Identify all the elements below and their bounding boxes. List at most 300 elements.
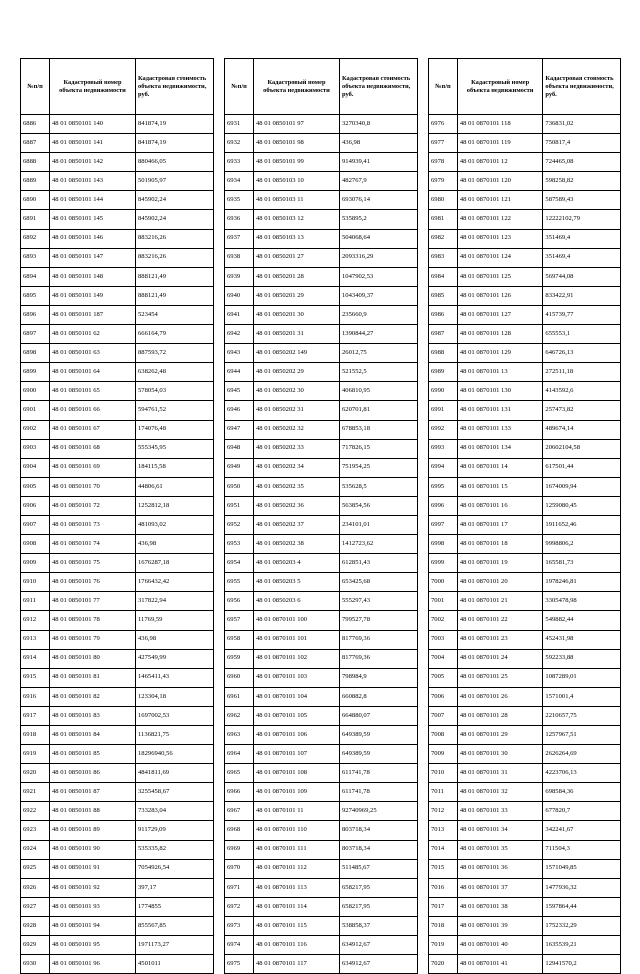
table-row <box>225 382 418 401</box>
table-row <box>21 535 214 554</box>
row-number: 6983 <box>429 248 458 267</box>
row-number: 6938 <box>225 248 254 267</box>
cadastral-value: 798984,9 <box>340 668 418 687</box>
table-row <box>225 496 418 515</box>
row-number: 6909 <box>21 554 50 573</box>
table-row <box>21 305 214 324</box>
cadastral-number: 48 01 0850101 142 <box>50 153 136 172</box>
cadastral-value: 677820,7 <box>543 802 621 821</box>
cadastral-number: 48 01 0850202 37 <box>254 515 340 534</box>
table-row <box>21 229 214 248</box>
cadastral-value: 4841811,69 <box>136 764 214 783</box>
table-row <box>21 286 214 305</box>
row-number: 7008 <box>429 726 458 745</box>
cadastral-number: 48 01 0870101 113 <box>254 878 340 897</box>
table-row <box>225 210 418 229</box>
table-row <box>429 955 621 974</box>
table-row <box>429 172 621 191</box>
table-row <box>225 420 418 439</box>
cadastral-number: 48 01 0870101 115 <box>254 916 340 935</box>
cadastral-value: 1676287,18 <box>136 554 214 573</box>
cadastral-number: 48 01 0870101 126 <box>457 286 543 305</box>
row-number: 6975 <box>225 955 254 974</box>
cadastral-number: 48 01 0870101 36 <box>457 859 543 878</box>
row-number: 6999 <box>429 554 458 573</box>
cadastral-value: 1971173,27 <box>136 936 214 955</box>
row-number: 6939 <box>225 267 254 286</box>
cadastral-value: 803718,34 <box>340 821 418 840</box>
table-row <box>21 267 214 286</box>
row-number: 6992 <box>429 420 458 439</box>
cadastral-value: 620701,81 <box>340 401 418 420</box>
row-number: 6986 <box>429 305 458 324</box>
table-row <box>225 936 418 955</box>
cadastral-value: 653425,68 <box>340 573 418 592</box>
cadastral-value: 2210657,75 <box>543 706 621 725</box>
table-row <box>429 439 621 458</box>
row-number: 6934 <box>225 172 254 191</box>
cadastral-number: 48 01 0850101 82 <box>50 687 136 706</box>
row-number: 6972 <box>225 897 254 916</box>
cadastral-value: 612851,43 <box>340 554 418 573</box>
cadastral-value: 1774855 <box>136 897 214 916</box>
cadastral-value: 7054926,54 <box>136 859 214 878</box>
cadastral-number: 48 01 0850101 78 <box>50 611 136 630</box>
row-number: 6893 <box>21 248 50 267</box>
row-number: 6924 <box>21 840 50 859</box>
cadastral-number: 48 01 0870101 128 <box>457 325 543 344</box>
table-row <box>21 134 214 153</box>
row-number: 6947 <box>225 420 254 439</box>
table-header-row <box>21 59 214 115</box>
row-number: 6978 <box>429 153 458 172</box>
row-number: 7011 <box>429 783 458 802</box>
cadastral-value: 26012,75 <box>340 344 418 363</box>
cadastral-number: 48 01 0870101 116 <box>254 936 340 955</box>
table-row <box>21 458 214 477</box>
cadastral-number: 48 01 0850101 93 <box>50 897 136 916</box>
row-number: 6889 <box>21 172 50 191</box>
cadastral-number: 48 01 0870101 117 <box>254 955 340 974</box>
cadastral-value: 617501,44 <box>543 458 621 477</box>
cadastral-number: 48 01 0870101 124 <box>457 248 543 267</box>
table-row <box>21 897 214 916</box>
cadastral-value: 1252812,18 <box>136 496 214 515</box>
row-number: 6897 <box>21 325 50 344</box>
cadastral-value: 12941570,2 <box>543 955 621 974</box>
table-row <box>429 515 621 534</box>
table-row <box>225 134 418 153</box>
row-number: 6995 <box>429 477 458 496</box>
cadastral-number: 48 01 0850101 187 <box>50 305 136 324</box>
cadastral-value: 841874,19 <box>136 115 214 134</box>
cadastral-number: 48 01 0850101 91 <box>50 859 136 878</box>
cadastral-number: 48 01 0850101 94 <box>50 916 136 935</box>
row-number: 6918 <box>21 726 50 745</box>
table-row <box>225 535 418 554</box>
table-row <box>21 191 214 210</box>
cadastral-number: 48 01 0850101 63 <box>50 344 136 363</box>
cadastral-number: 48 01 0870101 38 <box>457 897 543 916</box>
table-row <box>225 611 418 630</box>
cadastral-number: 48 01 0870101 26 <box>457 687 543 706</box>
cadastral-value: 18296940,56 <box>136 745 214 764</box>
cadastral-value: 92740969,25 <box>340 802 418 821</box>
table-row <box>21 248 214 267</box>
table-row <box>429 477 621 496</box>
cadastral-number: 48 01 0850101 67 <box>50 420 136 439</box>
cadastral-number: 48 01 0870101 111 <box>254 840 340 859</box>
table-row <box>429 286 621 305</box>
cadastral-number: 48 01 0870101 130 <box>457 382 543 401</box>
cadastral-value: 427549,99 <box>136 649 214 668</box>
table-header-row <box>429 59 621 115</box>
table-row <box>21 859 214 878</box>
cadastral-value: 845902,24 <box>136 210 214 229</box>
cadastral-value: 1412723,62 <box>340 535 418 554</box>
cadastral-number: 48 01 0850203 5 <box>254 573 340 592</box>
cadastral-value: 436,98 <box>136 630 214 649</box>
row-number: 7019 <box>429 936 458 955</box>
cadastral-number: 48 01 0850101 79 <box>50 630 136 649</box>
cadastral-value: 235660,9 <box>340 305 418 324</box>
table-row <box>429 840 621 859</box>
row-number: 6888 <box>21 153 50 172</box>
cadastral-number: 48 01 0870101 13 <box>457 363 543 382</box>
cadastral-number: 48 01 0850101 149 <box>50 286 136 305</box>
table-row <box>21 401 214 420</box>
table-row <box>225 477 418 496</box>
header-cadastral-value: Кадастровая стоимость объекта недвижимости, руб. <box>136 59 214 115</box>
row-number: 6982 <box>429 229 458 248</box>
cadastral-number: 48 01 0850201 31 <box>254 325 340 344</box>
row-number: 6922 <box>21 802 50 821</box>
table-row <box>225 286 418 305</box>
row-number: 7001 <box>429 592 458 611</box>
cadastral-number: 48 01 0870101 35 <box>457 840 543 859</box>
row-number: 6917 <box>21 706 50 725</box>
cadastral-value: 751954,25 <box>340 458 418 477</box>
row-number: 6966 <box>225 783 254 802</box>
cadastral-number: 48 01 0870101 106 <box>254 726 340 745</box>
cadastral-value: 1635539,21 <box>543 936 621 955</box>
cadastral-value: 666164,79 <box>136 325 214 344</box>
cadastral-value: 1766432,42 <box>136 573 214 592</box>
header-num: №п/п <box>429 59 458 115</box>
table-row <box>225 439 418 458</box>
row-number: 6950 <box>225 477 254 496</box>
header-num: №п/п <box>225 59 254 115</box>
row-number: 6945 <box>225 382 254 401</box>
table-row <box>21 802 214 821</box>
row-number: 6904 <box>21 458 50 477</box>
cadastral-value: 436,98 <box>340 134 418 153</box>
cadastral-value: 538858,37 <box>340 916 418 935</box>
table-row <box>225 172 418 191</box>
cadastral-value: 678853,18 <box>340 420 418 439</box>
cadastral-value: 1390844,27 <box>340 325 418 344</box>
cadastral-value: 12222102,79 <box>543 210 621 229</box>
cadastral-number: 48 01 0850202 34 <box>254 458 340 477</box>
cadastral-number: 48 01 0850101 146 <box>50 229 136 248</box>
row-number: 6900 <box>21 382 50 401</box>
cadastral-number: 48 01 0870101 112 <box>254 859 340 878</box>
table-row <box>21 649 214 668</box>
cadastral-number: 48 01 0850101 89 <box>50 821 136 840</box>
cadastral-value: 658217,95 <box>340 878 418 897</box>
row-number: 6902 <box>21 420 50 439</box>
header-cadastral-number: Кадастровый номер объекта недвижимости <box>457 59 543 115</box>
row-number: 6980 <box>429 191 458 210</box>
cadastral-value: 535628,5 <box>340 477 418 496</box>
cadastral-value: 883216,26 <box>136 229 214 248</box>
table-row <box>429 248 621 267</box>
cadastral-value: 535895,2 <box>340 210 418 229</box>
cadastral-value: 646726,13 <box>543 344 621 363</box>
cadastral-value: 1465411,43 <box>136 668 214 687</box>
row-number: 6913 <box>21 630 50 649</box>
row-number: 6916 <box>21 687 50 706</box>
cadastral-number: 48 01 0870101 33 <box>457 802 543 821</box>
table-row <box>225 649 418 668</box>
cadastral-value: 658217,95 <box>340 897 418 916</box>
cadastral-value: 698584,36 <box>543 783 621 802</box>
table-row <box>21 726 214 745</box>
cadastral-value: 555297,43 <box>340 592 418 611</box>
cadastral-value: 1571049,85 <box>543 859 621 878</box>
table-row <box>225 916 418 935</box>
cadastral-number: 48 01 0850202 36 <box>254 496 340 515</box>
cadastral-number: 48 01 0850202 29 <box>254 363 340 382</box>
table-row <box>21 668 214 687</box>
row-number: 6948 <box>225 439 254 458</box>
cadastral-number: 48 01 0850202 149 <box>254 344 340 363</box>
cadastral-value: 436,98 <box>136 535 214 554</box>
cadastral-value: 817769,36 <box>340 630 418 649</box>
table-row <box>21 172 214 191</box>
table-row <box>429 878 621 897</box>
row-number: 6968 <box>225 821 254 840</box>
table-row <box>21 210 214 229</box>
cadastral-number: 48 01 0870101 110 <box>254 821 340 840</box>
row-number: 7004 <box>429 649 458 668</box>
row-number: 7012 <box>429 802 458 821</box>
table-row <box>429 210 621 229</box>
cadastral-value: 733283,04 <box>136 802 214 821</box>
cadastral-number: 48 01 0850101 84 <box>50 726 136 745</box>
cadastral-number: 48 01 0850101 99 <box>254 153 340 172</box>
cadastral-value: 1136821,75 <box>136 726 214 745</box>
cadastral-value: 736831,02 <box>543 115 621 134</box>
table-row <box>21 706 214 725</box>
cadastral-value: 592233,88 <box>543 649 621 668</box>
row-number: 6969 <box>225 840 254 859</box>
cadastral-number: 48 01 0850203 4 <box>254 554 340 573</box>
cadastral-value: 1752332,29 <box>543 916 621 935</box>
row-number: 6894 <box>21 267 50 286</box>
cadastral-number: 48 01 0870101 133 <box>457 420 543 439</box>
cadastral-value: 1597864,44 <box>543 897 621 916</box>
cadastral-number: 48 01 0850101 65 <box>50 382 136 401</box>
cadastral-number: 48 01 0870101 109 <box>254 783 340 802</box>
cadastral-value: 888121,49 <box>136 267 214 286</box>
table-row <box>429 916 621 935</box>
table-row <box>429 267 621 286</box>
cadastral-number: 48 01 0850202 31 <box>254 401 340 420</box>
table-row <box>429 325 621 344</box>
cadastral-value: 257473,82 <box>543 401 621 420</box>
cadastral-value: 803718,34 <box>340 840 418 859</box>
table-body <box>21 115 214 974</box>
cadastral-number: 48 01 0870101 31 <box>457 764 543 783</box>
cadastral-value: 165581,73 <box>543 554 621 573</box>
table-row <box>429 745 621 764</box>
table-row <box>429 592 621 611</box>
cadastral-value: 2093316,29 <box>340 248 418 267</box>
header-cadastral-number: Кадастровый номер объекта недвижимости <box>50 59 136 115</box>
cadastral-value: 20602104,58 <box>543 439 621 458</box>
table-row <box>225 840 418 859</box>
table-row <box>225 726 418 745</box>
table-row <box>225 745 418 764</box>
table-row <box>429 344 621 363</box>
row-number: 6957 <box>225 611 254 630</box>
cadastral-value: 888121,49 <box>136 286 214 305</box>
cadastral-number: 48 01 0850101 92 <box>50 878 136 897</box>
table-row <box>21 630 214 649</box>
cadastral-value: 799527,78 <box>340 611 418 630</box>
cadastral-number: 48 01 0850101 144 <box>50 191 136 210</box>
cadastral-value: 693076,14 <box>340 191 418 210</box>
cadastral-value: 1047902,53 <box>340 267 418 286</box>
table-row <box>225 687 418 706</box>
table-row <box>225 153 418 172</box>
cadastral-number: 48 01 0850101 88 <box>50 802 136 821</box>
table-row <box>429 897 621 916</box>
row-number: 6937 <box>225 229 254 248</box>
cadastral-value: 845902,24 <box>136 191 214 210</box>
row-number: 6956 <box>225 592 254 611</box>
row-number: 6984 <box>429 267 458 286</box>
row-number: 6943 <box>225 344 254 363</box>
row-number: 6998 <box>429 535 458 554</box>
cadastral-number: 48 01 0870101 30 <box>457 745 543 764</box>
row-number: 7009 <box>429 745 458 764</box>
cadastral-value: 649389,59 <box>340 726 418 745</box>
row-number: 6927 <box>21 897 50 916</box>
row-number: 6981 <box>429 210 458 229</box>
cadastral-number: 48 01 0850101 81 <box>50 668 136 687</box>
cadastral-value: 123304,18 <box>136 687 214 706</box>
cadastral-value: 841874,19 <box>136 134 214 153</box>
cadastral-number: 48 01 0850101 98 <box>254 134 340 153</box>
cadastral-number: 48 01 0870101 40 <box>457 936 543 955</box>
header-cadastral-value: Кадастровая стоимость объекта недвижимости, руб. <box>340 59 418 115</box>
cadastral-number: 48 01 0850101 95 <box>50 936 136 955</box>
cadastral-number: 48 01 0850202 38 <box>254 535 340 554</box>
cadastral-value: 911729,09 <box>136 821 214 840</box>
table-row <box>429 630 621 649</box>
cadastral-value: 1911652,46 <box>543 515 621 534</box>
table-row <box>429 649 621 668</box>
row-number: 6923 <box>21 821 50 840</box>
cadastral-value: 638262,48 <box>136 363 214 382</box>
cadastral-number: 48 01 0870101 134 <box>457 439 543 458</box>
cadastral-number: 48 01 0870101 14 <box>457 458 543 477</box>
cadastral-value: 594761,52 <box>136 401 214 420</box>
row-number: 6915 <box>21 668 50 687</box>
cadastral-value: 44806,61 <box>136 477 214 496</box>
cadastral-value: 914939,41 <box>340 153 418 172</box>
table-row <box>21 611 214 630</box>
table-row <box>429 783 621 802</box>
cadastral-number: 48 01 0870101 122 <box>457 210 543 229</box>
row-number: 6988 <box>429 344 458 363</box>
table-row <box>21 878 214 897</box>
row-number: 6959 <box>225 649 254 668</box>
table-row <box>225 668 418 687</box>
table-row <box>21 821 214 840</box>
cadastral-number: 48 01 0850201 30 <box>254 305 340 324</box>
table-row <box>429 229 621 248</box>
table-row <box>225 897 418 916</box>
row-number: 6898 <box>21 344 50 363</box>
cadastral-number: 48 01 0870101 25 <box>457 668 543 687</box>
cadastral-number: 48 01 0850101 68 <box>50 439 136 458</box>
header-cadastral-value: Кадастровая стоимость объекта недвижимости, руб. <box>543 59 621 115</box>
row-number: 6901 <box>21 401 50 420</box>
cadastral-number: 48 01 0870101 119 <box>457 134 543 153</box>
cadastral-number: 48 01 0850101 140 <box>50 115 136 134</box>
cadastral-value: 655553,1 <box>543 325 621 344</box>
row-number: 6930 <box>21 955 50 974</box>
row-number: 6946 <box>225 401 254 420</box>
cadastral-number: 48 01 0870101 102 <box>254 649 340 668</box>
row-number: 6967 <box>225 802 254 821</box>
cadastral-number: 48 01 0870101 121 <box>457 191 543 210</box>
row-number: 6958 <box>225 630 254 649</box>
table-row <box>429 458 621 477</box>
row-number: 6961 <box>225 687 254 706</box>
row-number: 6941 <box>225 305 254 324</box>
cadastral-number: 48 01 0850101 87 <box>50 783 136 802</box>
row-number: 6976 <box>429 115 458 134</box>
cadastral-number: 48 01 0870101 24 <box>457 649 543 668</box>
cadastral-number: 48 01 0870101 100 <box>254 611 340 630</box>
row-number: 6892 <box>21 229 50 248</box>
cadastral-value: 649389,59 <box>340 745 418 764</box>
cadastral-number: 48 01 0870101 21 <box>457 592 543 611</box>
table-row <box>429 496 621 515</box>
table-row <box>21 745 214 764</box>
cadastral-value: 549882,44 <box>543 611 621 630</box>
row-number: 6973 <box>225 916 254 935</box>
cadastral-number: 48 01 0850101 76 <box>50 573 136 592</box>
cadastral-number: 48 01 0850101 69 <box>50 458 136 477</box>
cadastral-number: 48 01 0850103 13 <box>254 229 340 248</box>
cadastral-value: 1571001,4 <box>543 687 621 706</box>
table-row <box>21 955 214 974</box>
table-row <box>225 401 418 420</box>
cadastral-value: 234101,01 <box>340 515 418 534</box>
table-row <box>225 305 418 324</box>
row-number: 6912 <box>21 611 50 630</box>
cadastral-number: 48 01 0850101 70 <box>50 477 136 496</box>
table-row <box>225 764 418 783</box>
cadastral-value: 611741,78 <box>340 764 418 783</box>
table-row <box>21 115 214 134</box>
table-row <box>225 554 418 573</box>
